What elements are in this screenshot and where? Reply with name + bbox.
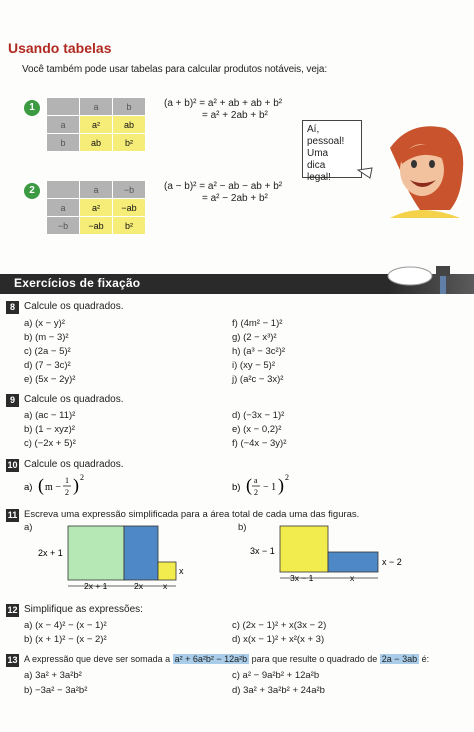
q13-pre: A expressão que deve ser somada a [24,654,171,664]
figure-a-yellow-square [158,562,176,580]
q13-option: d) 3a² + 3a²b² + 24a²b [232,685,325,696]
question-12-text: Simplifique as expressões: [24,604,143,615]
question-8-number: 8 [6,301,19,314]
q13-mid: para que resulte o quadrado de [251,654,378,664]
q9-item: a) (ac − 11)² [24,410,76,421]
q13-expression-highlight: a² + 6a²b² − 12a²b [174,654,248,664]
figure-b-left-label: 3x − 1 [250,546,275,556]
question-9-number: 9 [6,394,19,407]
question-8-text: Calcule os quadrados. [24,301,124,312]
figure-a-right-label: x [179,566,184,576]
table-cell: a [80,98,113,116]
table-cell [47,98,80,116]
q10b-post: − 1 [263,482,277,493]
example-1-table [46,97,146,152]
example-2-table [46,180,146,235]
q8-item: e) (5x − 2y)² [24,374,76,385]
table-cell: a [80,181,113,199]
question-12-number: 12 [7,605,18,615]
q8-item: h) (a³ − 3c²)² [232,346,286,357]
figure-a-green-square [68,526,124,580]
q8-item: c) (2a − 5)² [24,346,71,357]
q9-item: e) (x − 0,2)² [232,424,282,435]
q9-item: b) (1 − xyz)² [24,424,75,435]
example-1-formula-1: (a + b)² = a² + ab + ab + b² [164,98,283,109]
q9-item: f) (−4x − 3y)² [232,438,287,449]
table-cell: ab [113,116,146,134]
figure-a-blue-rect [124,526,158,580]
question-10-text: Calcule os quadrados. [24,459,124,470]
speech-line: Uma [307,148,329,159]
q8-item: b) (m − 3)² [24,332,69,343]
figure-b-blue-rect [328,552,378,572]
table-cell: b [113,98,146,116]
table-cell: −b [47,217,80,235]
q8-item: g) (2 − x³)² [232,332,277,343]
paren-open: ( [246,475,252,495]
question-10-number: 10 [7,460,18,470]
question-9-text: Calcule os quadrados. [24,394,124,405]
figure-a-bottom-2: 2x [134,581,143,591]
table-cell: a [47,116,80,134]
q9-item: d) (−3x − 1)² [232,410,285,421]
q10b-expression [232,472,332,500]
figure-b-bottom-1: 3x − 1 [290,573,314,583]
example-1-formula-2: = a² + 2ab + b² [202,110,268,121]
example-2-formula-2: = a² − 2ab + b² [202,193,268,204]
figure-b-yellow-square [280,526,328,572]
section-title: Usando tabelas [8,40,112,56]
figure-a-bottom-1: 2x + 1 [84,581,108,591]
example-2-badge: 2 [24,183,40,199]
figure-b-label: b) [238,522,247,533]
question-11-text: Escreva uma expressão simplificada para a área total de cada uma das figuras. [24,509,360,520]
decoration-icon [380,258,470,302]
q10a-pre: m − [45,482,61,493]
q10b-label: b) [232,482,241,493]
q10a-den: 2 [65,488,69,497]
speech-line: dica [307,160,326,171]
table-cell [47,181,80,199]
table-cell: b² [113,217,146,235]
figure-a-bottom-3: x [163,581,168,591]
paren-close: ) [73,475,79,495]
q8-item: j) (a²c − 3x)² [232,374,284,385]
q13-option: c) a² − 9a²b² + 12a²b [232,670,320,681]
q12-item: c) (2x − 1)² + x(3x − 2) [232,620,327,631]
table-cell: b² [113,134,146,152]
q13-option: a) 3a² + 3a²b² [24,670,82,681]
figure-a [30,522,200,592]
q13-option: b) −3a² − 3a²b² [24,685,88,696]
paren-close: ) [278,475,284,495]
figure-a-label: a) [24,522,33,533]
figure-b-bottom-2: x [350,573,355,583]
exercises-title: Exercícios de fixação [14,276,141,290]
q13-square-highlight: 2a − 3ab [381,654,418,664]
intro-text: Você também pode usar tabelas para calcular produtos notáveis, veja: [22,64,328,75]
example-1-badge: 1 [24,100,40,116]
q12-item: a) (x − 4)² − (x − 1)² [24,620,107,631]
q13-post: é: [421,654,430,664]
q10b-num: a [254,476,258,485]
table-cell: a [47,199,80,217]
table-cell: a² [80,199,113,217]
q10a-expression [24,472,124,500]
table-cell: ab [80,134,113,152]
table-cell: −ab [80,217,113,235]
q10b-exp: 2 [285,473,289,482]
figure-a-left-label: 2x + 1 [38,548,63,558]
q8-item: a) (x − y)² [24,318,65,329]
girl-illustration [350,118,470,218]
q10b-den: 2 [254,488,258,497]
speech-line: legal! [307,172,331,183]
question-13-number: 13 [7,655,18,665]
figure-b-right-label: x − 2 [382,557,402,567]
table-cell: −b [113,181,146,199]
table-cell: a² [80,116,113,134]
speech-line: Aí, pessoal! [307,124,345,147]
q8-item: i) (xy − 5)² [232,360,276,371]
q8-item: d) (7 − 3c)² [24,360,71,371]
figure-b [246,522,416,592]
q8-item: f) (4m² − 1)² [232,318,283,329]
table-cell: −ab [113,199,146,217]
question-11-number: 11 [7,510,18,520]
table-cell: b [47,134,80,152]
q12-item: b) (x + 1)² − (x − 2)² [24,634,107,645]
question-13-text [24,654,429,664]
example-2-formula-1: (a − b)² = a² − ab − ab + b² [164,181,283,192]
q10a-label: a) [24,482,33,493]
q10a-num: 1 [65,476,69,485]
q12-item: d) x(x − 1)² + x²(x + 3) [232,634,325,645]
q9-item: c) (−2x + 5)² [24,438,76,449]
q10a-exp: 2 [80,473,84,482]
paren-open: ( [38,475,44,495]
